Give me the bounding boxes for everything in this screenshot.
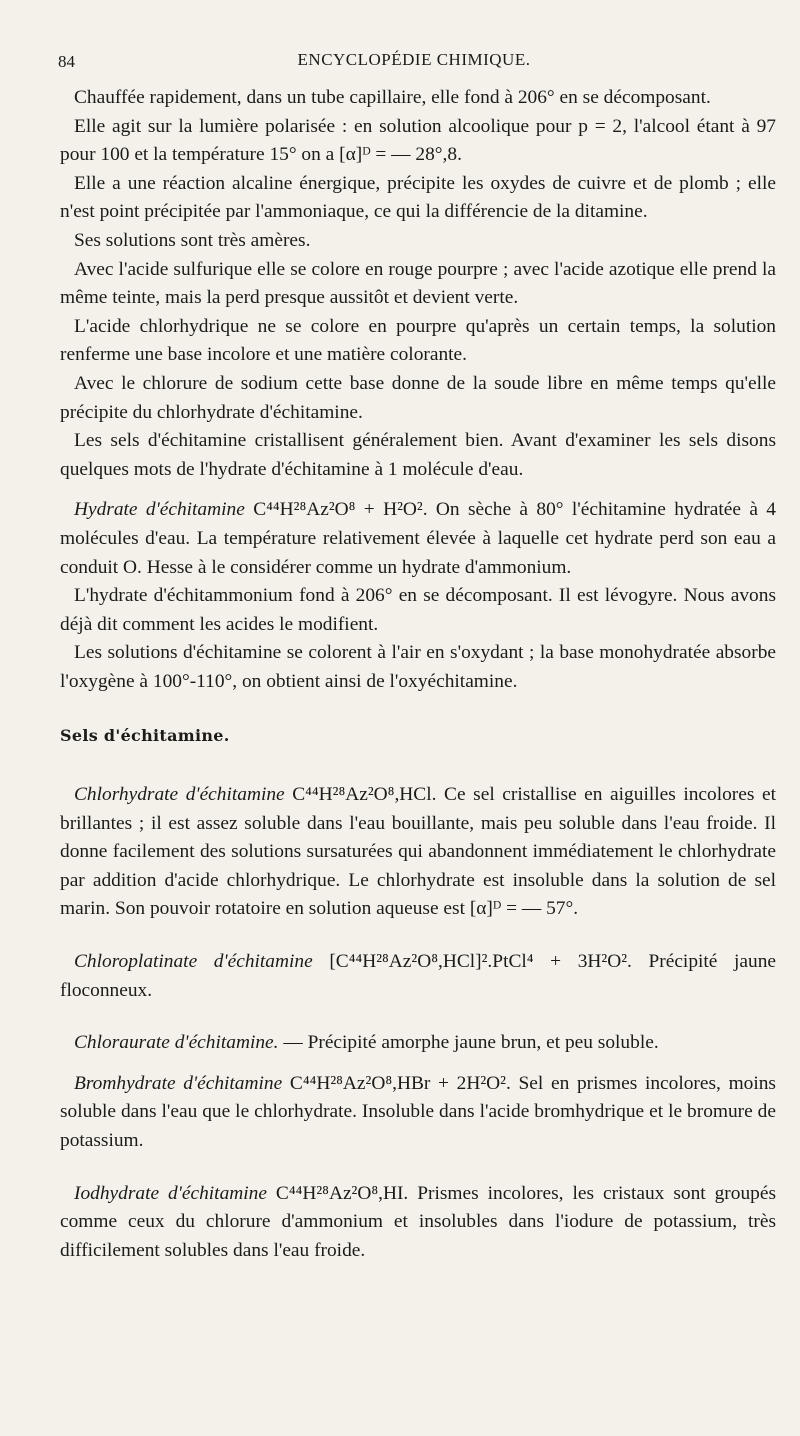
salt-entry <box>60 1070 776 1156</box>
paragraph: Avec l'acide sulfurique elle se colore en rouge pourpre ; avec l'acide azotique elle prend la même teinte, mais la perd presque aussitôt et devient verte. <box>60 258 776 309</box>
entry-text: C⁴⁴H²⁸Az²O⁸,HI. Prismes incolores, les cristaux sont groupés comme ceux du chlorure d'ammonium et insolubles dans l'iodure de potassium, très difficilement solubles dans l'eau froide. <box>60 1182 776 1261</box>
paragraph: Elle a une réaction alcaline énergique, précipite les oxydes de cuivre et de plomb ; elle n'est point précipitée par l'ammoniaque, ce qui la différencie de la ditamine. <box>60 172 776 223</box>
paragraph: Avec le chlorure de sodium cette base donne de la soude libre en même temps qu'elle précipite du chlorhydrate d'échitamine. <box>60 372 776 423</box>
running-head: ENCYCLOPÉDIE CHIMIQUE. <box>297 50 531 69</box>
page-number: 84 <box>58 52 75 71</box>
body-text <box>60 84 776 1265</box>
salt-entry <box>60 1029 776 1058</box>
entry-text: [C⁴⁴H²⁸Az²O⁸,HCl]².PtCl⁴ + 3H²O². Précipité jaune floconneux. <box>60 951 776 1001</box>
paragraph: Les sels d'échitamine cristallisent généralement bien. Avant d'examiner les sels disons quelques mots de l'hydrate d'échitamine à 1 molécule d'eau. <box>60 430 776 480</box>
paragraph: Chauffée rapidement, dans un tube capillaire, elle fond à 206° en se décomposant. <box>74 87 711 108</box>
paragraph: L'hydrate d'échitammonium fond à 206° en se décomposant. Il est lévogyre. Nous avons déjà dit comment les acides le modifient. <box>60 585 776 635</box>
entry-text: C⁴⁴H²⁸Az²O⁸,HBr + 2H²O². Sel en prismes incolores, moins soluble dans l'eau que le chlorhydrate. Insoluble dans l'acide bromhydrique et le bromure de potassium. <box>60 1072 776 1151</box>
entry-heading: Chlorhydrate d'échitamine <box>74 784 285 806</box>
paragraph: Ses solutions sont très amères. <box>74 229 311 251</box>
paragraph: Elle agit sur la lumière polarisée : en solution alcoolique pour p = 2, l'alcool étant à 97 pour 100 et la température 15° on a [α]ᴰ = — 28°,8. <box>60 115 776 166</box>
section-title: Sels d'échitamine. <box>60 726 230 746</box>
entry-heading: Bromhydrate d'échitamine <box>74 1072 283 1094</box>
entry-heading: Iodhydrate d'échitamine <box>74 1182 267 1204</box>
salt-entry <box>60 1180 776 1266</box>
page-header <box>58 48 770 74</box>
entry-heading: Hydrate d'échitamine <box>74 499 245 521</box>
entry-text: — Précipité amorphe jaune brun, et peu soluble. <box>278 1032 659 1054</box>
salt-entry <box>60 948 776 1005</box>
entry-heading: Chloroplatinate d'échitamine <box>74 951 313 973</box>
entry-heading: Chloraurate d'échitamine. <box>74 1032 279 1054</box>
paragraph: Les solutions d'échitamine se colorent à l'air en s'oxydant ; la base monohydratée absorbe l'oxygène à 100°-110°, on obtient ainsi de l'oxyéchitamine. <box>60 642 776 692</box>
paragraph: L'acide chlorhydrique ne se colore en pourpre qu'après un certain temps, la solution renferme une base incolore et une matière colorante. <box>60 315 776 366</box>
salt-entry <box>60 781 776 924</box>
entry-text: C⁴⁴H²⁸Az²O⁸ + H²O². On sèche à 80° l'échitamine hydratée à 4 molécules d'eau. La température relativement élevée à laquelle cet hydrate perd son eau a conduit O. Hesse à le considérer comme un hydrate d'ammonium. <box>60 499 776 578</box>
entry-text: C⁴⁴H²⁸Az²O⁸,HCl. Ce sel cristallise en aiguilles incolores et brillantes ; il est assez soluble dans l'eau bouillante, mais peu soluble dans l'eau froide. Il donne facilement des solutions sursaturées qui abandonnent immédiatement le chlorhydrate par addition d'acide chlorhydrique. Le chlorhydrate est insoluble dans la solution de sel marin. Son pouvoir rotatoire en solution aqueuse est [α]ᴰ = — 57°. <box>60 784 776 920</box>
hydrate-paragraph <box>60 496 776 582</box>
